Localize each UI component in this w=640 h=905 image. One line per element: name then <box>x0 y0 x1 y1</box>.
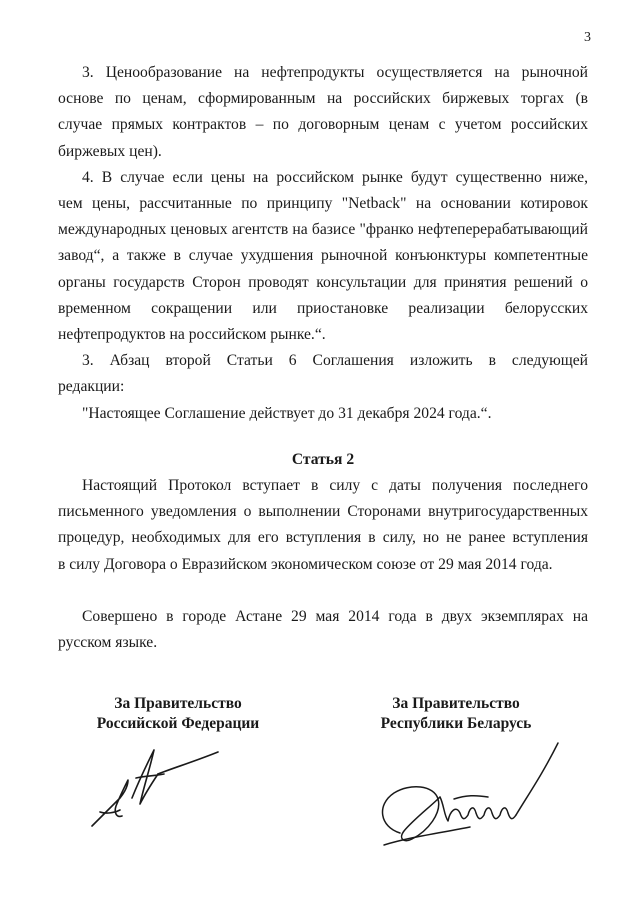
signatory-belarus <box>356 694 556 734</box>
amendment-quote: "Настоящее Соглашение действует до 31 декабря 2024 года.“. <box>82 404 492 422</box>
paragraph-4-consultations: 4. В случае если цены на российском рынке будут существенно ниже, чем цены, рассчитанные по принципу "Netback" на основании котировок международных ценовых агентств на базисе "франко нефтеперерабатывающий завод“, а также в случае ухудшения рыночной конъюнктуры компетентные органы государств Сторон проводят консультации для принятия решений о временном сокращении или приостановке реализации белорусских нефтепродуктов на российском рынке.“. <box>58 168 588 344</box>
amendment-3-paragraph: 3. Абзац второй Статьи 6 Соглашения изложить в следующей редакции: <box>58 352 588 396</box>
signature-russia <box>78 738 238 838</box>
article-2-text: Настоящий Протокол вступает в силу с даты получения последнего письменного уведомления о выполнении Сторонами внутригосударственных процедур, необходимых для его вступления в силу, но не ранее вступления в силу Договора о Евразийском экономическом союзе от 29 мая 2014 года. <box>58 477 588 573</box>
signature-belarus <box>370 735 570 865</box>
signatory-belarus-line2: Республики Беларусь <box>380 715 532 732</box>
signatory-russia <box>78 694 278 734</box>
page-number: 3 <box>584 30 591 45</box>
article-2-heading: Статья 2 <box>291 450 355 468</box>
done-in-astana-paragraph: Совершено в городе Астане 29 мая 2014 года в двух экземплярах на русском языке. <box>58 607 588 652</box>
signatory-russia-line2: Российской Федерации <box>96 715 260 732</box>
document-body <box>58 60 588 656</box>
signatory-russia-line1: За Правительство <box>114 695 242 712</box>
paragraph-3-pricing: 3. Ценообразование на нефтепродукты осуществляется на рыночной основе по ценам, сформированным на российских биржевых торгах (в случае прямых контрактов – по договорным ценам с учетом российских биржевых цен). <box>58 64 588 160</box>
signatory-belarus-line1: За Правительство <box>392 695 520 712</box>
